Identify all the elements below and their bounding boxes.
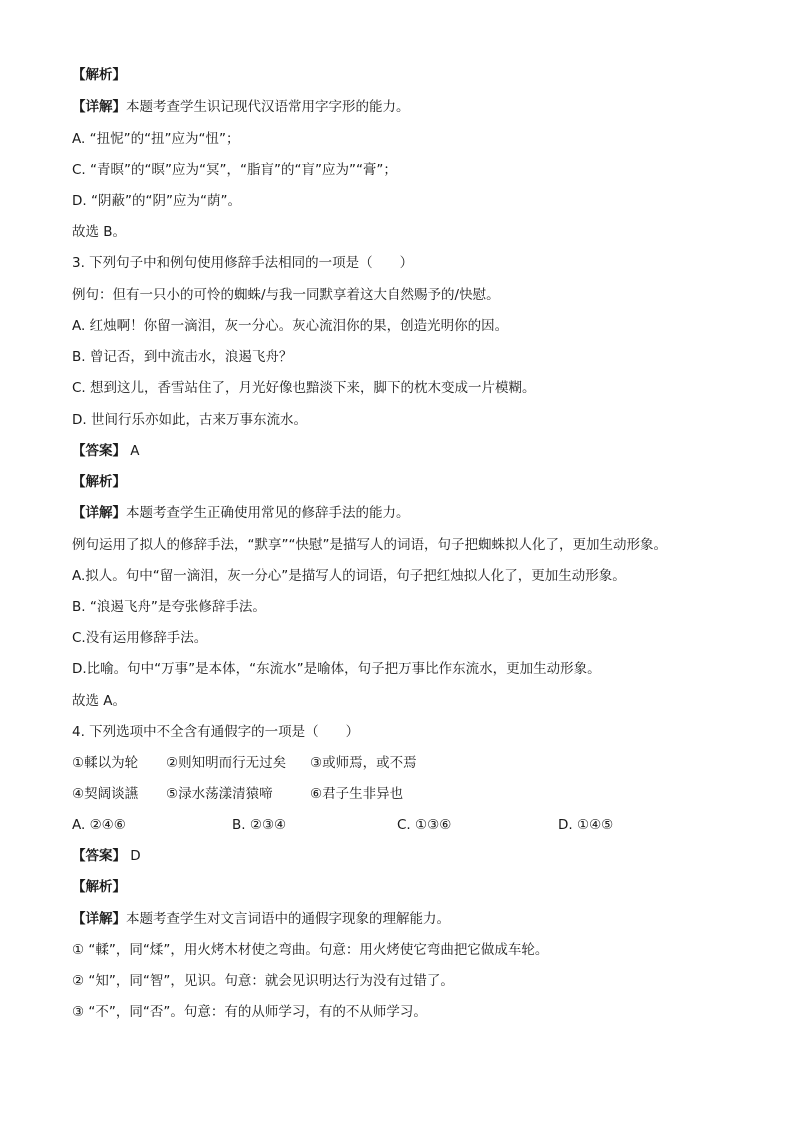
option-a: A. 红烛啊！你留一滴泪，灰一分心。灰心流泪你的果，创造光明你的因。	[72, 318, 509, 334]
choice-a: A. ②④⑥	[72, 817, 126, 833]
item-row	[72, 785, 712, 803]
item: ⑤渌水荡漾清猿啼	[166, 786, 273, 802]
choice-d: D. ①④⑤	[558, 817, 614, 833]
detail-paragraph: 【详解】本题考查学生正确使用常见的修辞手法的能力。	[72, 505, 410, 521]
item: ③或师焉，或不焉	[310, 755, 417, 771]
analysis-heading: 【解析】	[72, 67, 126, 83]
explanation-line: A.拟人。句中“留一滴泪，灰一分心”是描写人的词语，句子把红烛拟人化了，更加生动形象。	[72, 568, 626, 584]
explanation-line: ③ “不”，同“否”。句意：有的从师学习，有的不从师学习。	[72, 1004, 427, 1020]
answer-line: 【答案】 D	[72, 848, 141, 864]
explanation-line: C.没有运用修辞手法。	[72, 630, 208, 646]
correction-a: A. “扭怩”的“扭”应为“忸”；	[72, 131, 240, 147]
choice-row	[72, 816, 712, 834]
correction-d: D. “阴蔽”的“阴”应为“荫”。	[72, 193, 241, 209]
item: ④契阔谈讌	[72, 786, 139, 802]
item-row	[72, 754, 712, 772]
explanation-line: ① “輮”，同“煣”，用火烤木材使之弯曲。句意：用火烤使它弯曲把它做成车轮。	[72, 942, 549, 958]
option-b: B. 曾记否，到中流击水，浪遏飞舟？	[72, 349, 293, 365]
option-d: D. 世间行乐亦如此，古来万事东流水。	[72, 412, 307, 428]
detail-paragraph: 【详解】本题考查学生对文言词语中的通假字现象的理解能力。	[72, 911, 450, 927]
answer-line: 【答案】 A	[72, 443, 140, 459]
item: ②则知明而行无过矣	[166, 755, 287, 771]
explanation-line: 例句运用了拟人的修辞手法，“默享”“快慰”是描写人的词语，句子把蜘蛛拟人化了，更加生动形象。	[72, 537, 667, 553]
analysis-heading: 【解析】	[72, 879, 126, 895]
conclusion: 故选 A。	[72, 693, 127, 709]
item: ①輮以为轮	[72, 755, 139, 771]
question-4-stem: 4. 下列选项中不全含有通假字的一项是（ ）	[72, 724, 360, 740]
conclusion: 故选 B。	[72, 224, 127, 240]
choice-c: C. ①③⑥	[397, 817, 452, 833]
option-c: C. 想到这儿，香雪站住了，月光好像也黯淡下来，脚下的枕木变成一片模糊。	[72, 380, 536, 396]
correction-c: C. “青暝”的“暝”应为“冥”，“脂肓”的“肓”应为”“膏”；	[72, 162, 397, 178]
item: ⑥君子生非异也	[310, 786, 404, 802]
analysis-heading: 【解析】	[72, 474, 126, 490]
question-3-stem: 3. 下列句子中和例句使用修辞手法相同的一项是（ ）	[72, 255, 414, 271]
detail-paragraph: 【详解】本题考查学生识记现代汉语常用字字形的能力。	[72, 99, 410, 115]
question-3-example: 例句：但有一只小的可怜的蜘蛛/与我一同默享着这大自然赐予的/快慰。	[72, 287, 500, 303]
explanation-line: ② “知”，同“智”，见识。句意：就会见识明达行为没有过错了。	[72, 973, 454, 989]
explanation-line: D.比喻。句中“万事”是本体，“东流水”是喻体，句子把万事比作东流水，更加生动形象。	[72, 661, 601, 677]
choice-b: B. ②③④	[232, 817, 287, 833]
explanation-line: B. “浪遏飞舟”是夸张修辞手法。	[72, 599, 266, 615]
